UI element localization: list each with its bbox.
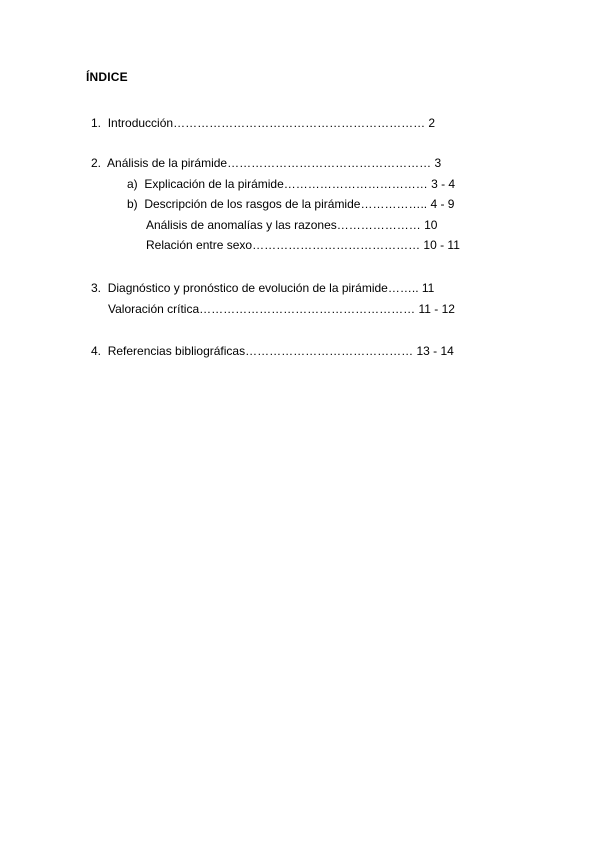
entry-leader: …………….. xyxy=(360,197,428,211)
entry-page: 3 - 4 xyxy=(431,177,456,191)
entry-leader: …………………………………… xyxy=(245,344,414,358)
entry-leader: ………………… xyxy=(336,218,421,232)
entry-number: b) xyxy=(127,197,138,211)
entry-text: Introducción xyxy=(107,116,174,130)
entry-leader: ……………………………………………… xyxy=(199,302,416,316)
entry-page: 11 - 12 xyxy=(418,302,455,316)
entry-number: a) xyxy=(127,177,138,191)
toc-entry-introduccion xyxy=(91,116,435,130)
toc-entry-relacion-sexo xyxy=(146,238,460,252)
index-title: ÍNDICE xyxy=(86,70,128,84)
entry-page: 2 xyxy=(428,116,436,130)
entry-number: 4. xyxy=(91,344,102,358)
entry-leader: …….. xyxy=(387,281,419,295)
entry-leader: …………………………………… xyxy=(252,238,421,252)
toc-entry-anomalias xyxy=(146,218,437,232)
entry-leader: ……………………………… xyxy=(283,177,428,191)
entry-text: Explicación de la pirámide xyxy=(144,177,284,191)
entry-text: Relación entre sexo xyxy=(146,238,253,252)
entry-text: Descripción de los rasgos de la pirámide xyxy=(144,197,361,211)
entry-page: 11 xyxy=(421,281,435,295)
entry-number: 2. xyxy=(91,156,102,170)
entry-leader: …………………………………………… xyxy=(227,156,432,170)
toc-entry-valoracion xyxy=(108,302,455,316)
entry-text: Valoración crítica xyxy=(108,302,200,316)
entry-text: Diagnóstico y pronóstico de evolución de la pirámide xyxy=(107,281,388,295)
toc-entry-descripcion xyxy=(127,197,454,211)
entry-page: 4 - 9 xyxy=(430,197,455,211)
entry-page: 10 - 11 xyxy=(423,238,460,252)
entry-text: Análisis de la pirámide xyxy=(107,156,228,170)
toc-entry-explicacion xyxy=(127,177,455,191)
entry-text: Referencias bibliográficas xyxy=(107,344,246,358)
toc-entry-diagnostico xyxy=(91,281,434,295)
toc-entry-analisis xyxy=(91,156,441,170)
entry-page: 3 xyxy=(434,156,442,170)
entry-leader: ……………………………………………………… xyxy=(173,116,426,130)
entry-text: Análisis de anomalías y las razones xyxy=(146,218,337,232)
entry-page: 10 xyxy=(424,218,438,232)
entry-number: 3. xyxy=(91,281,102,295)
entry-number: 1. xyxy=(91,116,102,130)
entry-page: 13 - 14 xyxy=(416,344,454,358)
toc-entry-referencias xyxy=(91,344,454,358)
